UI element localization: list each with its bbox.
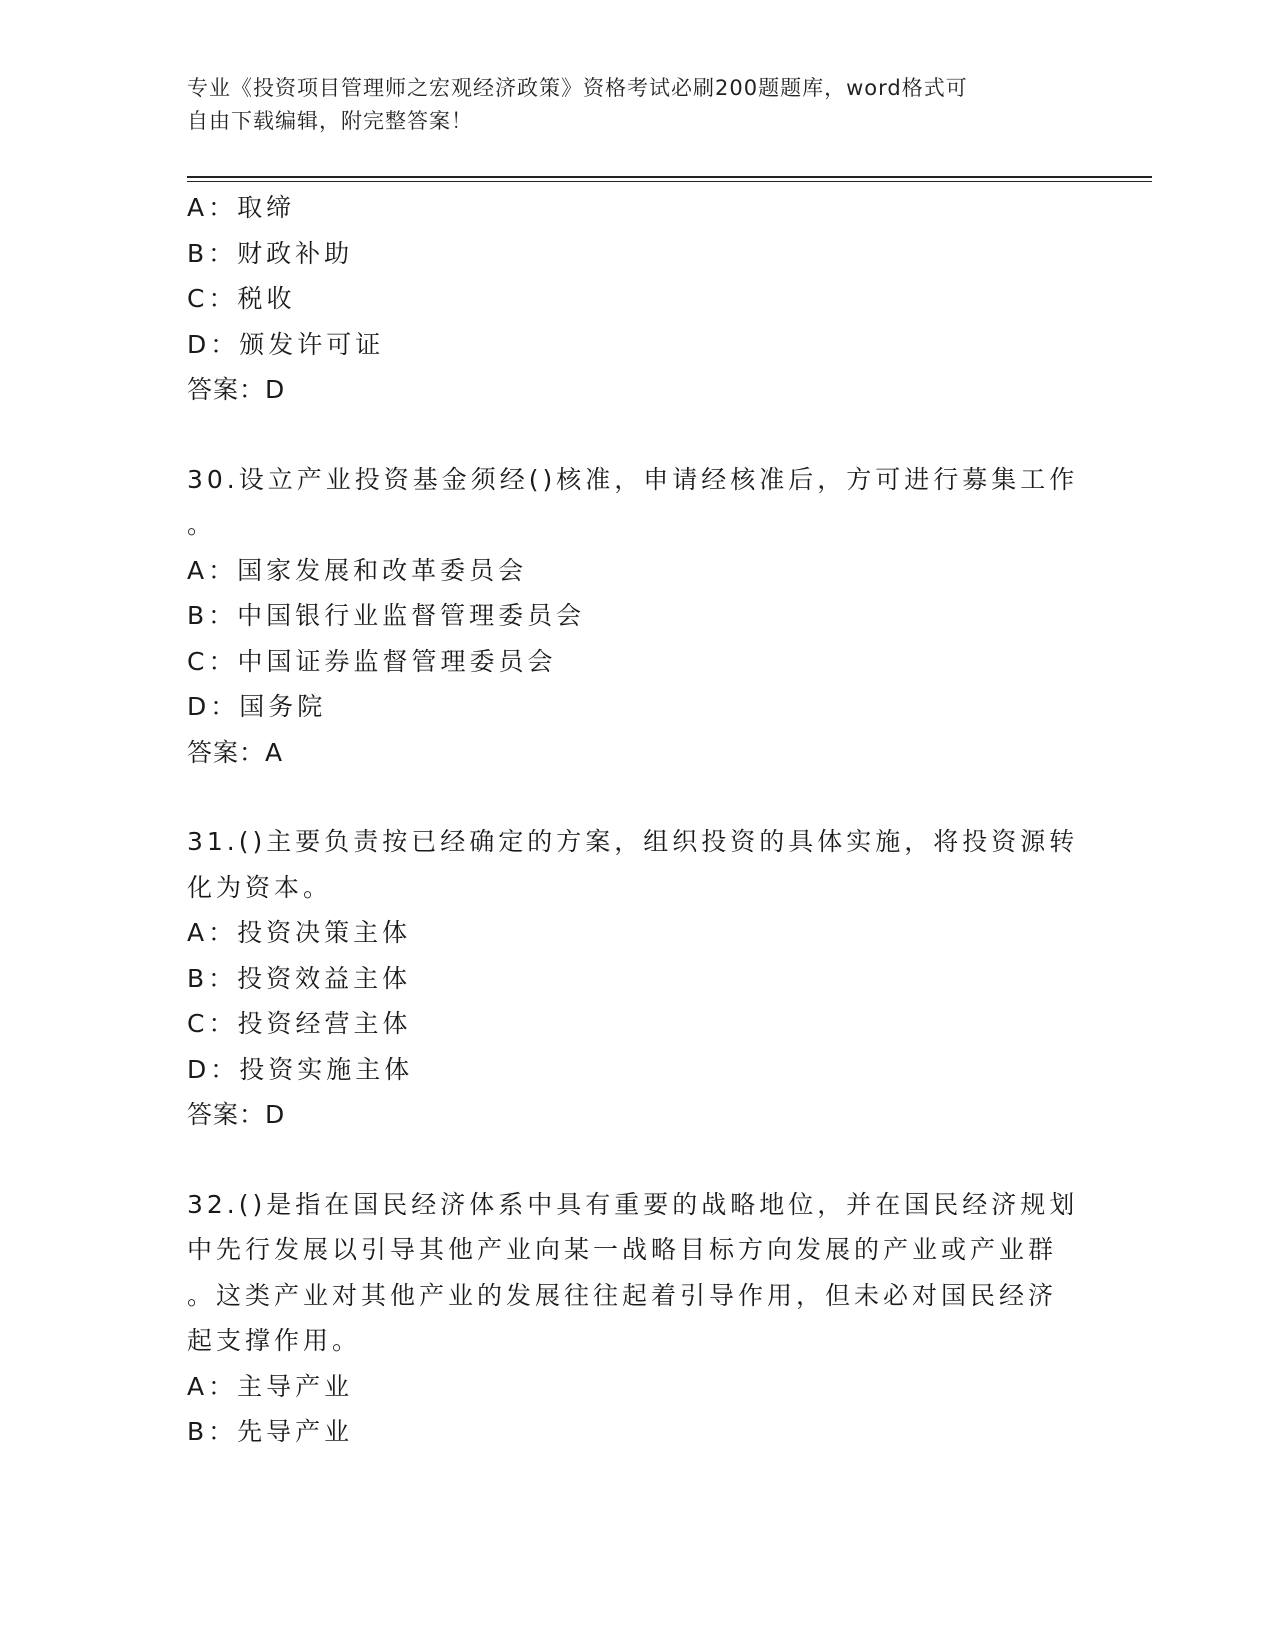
question-list: [187, 185, 1079, 1455]
answer-line: 答案：D: [187, 375, 286, 404]
option-b: B：投资效益主体: [187, 963, 412, 993]
question-30: [187, 457, 1079, 776]
option-c: C：税收: [187, 284, 296, 313]
page-header: [187, 72, 1067, 138]
question-stem-line-2: 化为资本。: [187, 872, 333, 902]
option-c: C：投资经营主体: [187, 1009, 412, 1038]
answer-line: 答案：D: [187, 1100, 286, 1129]
option-d: D：颁发许可证: [187, 329, 385, 359]
option-b: B：先导产业: [187, 1417, 354, 1446]
question-stem-line-3: 。这类产业对其他产业的发展往往起着引导作用，但未必对国民经济: [187, 1280, 1058, 1310]
spacer: [187, 775, 1067, 819]
spacer: [187, 413, 1067, 457]
question-stem-line-1: 32.()是指在国民经济体系中具有重要的战略地位，并在国民经济规划: [187, 1189, 1079, 1219]
option-c: C：中国证券监督管理委员会: [187, 646, 557, 676]
question-29: [187, 185, 1067, 413]
header-divider: [187, 176, 1152, 182]
question-stem-line-2: 中先行发展以引导其他产业向某一战略目标方向发展的产业或产业群: [187, 1235, 1058, 1264]
answer-line: 答案：A: [187, 737, 284, 767]
option-d: D：投资实施主体: [187, 1054, 414, 1084]
option-b: B：中国银行业监督管理委员会: [187, 601, 586, 630]
option-b: B：财政补助: [187, 238, 354, 268]
spacer: [187, 1138, 1067, 1182]
question-stem-line-1: 31.()主要负责按已经确定的方案，组织投资的具体实施，将投资源转: [187, 827, 1079, 856]
question-32: [187, 1182, 1079, 1455]
option-a: A：取缔: [187, 193, 296, 222]
option-d: D：国务院: [187, 692, 327, 721]
header-title-line-1: 专业《投资项目管理师之宏观经济政策》资格考试必刷200题题库，word格式可: [187, 76, 968, 100]
option-a: A：投资决策主体: [187, 918, 412, 947]
question-stem-line-4: 起支撑作用。: [187, 1326, 362, 1355]
question-31: [187, 819, 1079, 1138]
question-stem-line-2: 。: [187, 510, 217, 539]
header-title-line-2: 自由下载编辑，附完整答案！: [187, 109, 473, 133]
question-stem-line-1: 30.设立产业投资基金须经()核准，申请经核准后，方可进行募集工作: [187, 464, 1079, 494]
option-a: A：国家发展和改革委员会: [187, 555, 528, 585]
option-a: A：主导产业: [187, 1371, 354, 1401]
